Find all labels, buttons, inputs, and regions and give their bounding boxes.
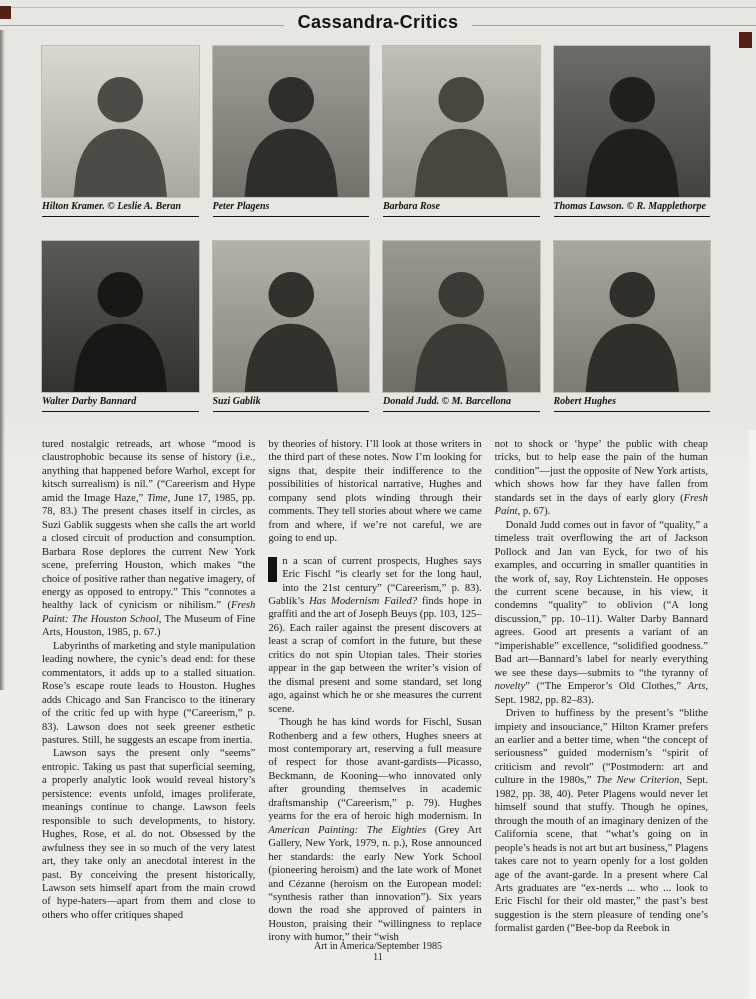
page-number: 11	[373, 952, 383, 963]
italic-title-text: Fresh Paint: The Houston School	[42, 600, 256, 625]
body-paragraph	[42, 438, 255, 640]
portrait-peter-plagens	[213, 46, 370, 217]
title-bar	[0, 0, 756, 40]
body-text: , p. 67).	[517, 506, 551, 518]
article-text	[42, 438, 708, 945]
photo-caption: Barbara Rose	[383, 201, 540, 217]
text-column-2	[268, 438, 481, 945]
body-text: tured nostalgic retreads, art whose “mood is claustrophobic because its sense of history (i.e., anything that happened before Warhol, except for kitsch surrealism) is nil.” (“Careerism and Hype amid the Image Haze,”	[42, 439, 256, 504]
body-text: (Grey Art Gallery, New York, 1979, n. p.), Rose announced her standards: the early New York School (pioneering heroism) and the late work of Monet and Cézanne (heroism on the European model: “synthesis rather than innovation”). Six years down the road she approved of painters in Houston, praising their “willingness to replace irony with humor,” their “wish	[268, 824, 482, 944]
portrait-photo	[213, 241, 370, 392]
photo-caption: Peter Plagens	[213, 201, 370, 217]
person-silhouette-icon	[42, 253, 199, 392]
dropcap-letter-i	[268, 557, 277, 582]
page-title: Cassandra-Critics	[284, 12, 473, 33]
portrait-walter-darby-bannard	[42, 241, 199, 412]
body-text: , Sept. 1982, pp. 38, 40). Peter Plagens would never let himself sound that stuffy. Though he opines, through the mouth of an imaginary denizen of the California scene, that “what’s going on in people’s heads is not art but art business,” Plagens takes care not to yearn openly for a lost golden age of the avant-garde. In a present where Cal Arts graduates are “ex-nerds ... who ... look to Eric Fischl for their old master,” the past’s best suggestion is the stern pleasure of tending one’s formalist garden (“Bee-bop da Reebok in	[494, 775, 708, 935]
portrait-suzi-gablik	[213, 241, 370, 412]
body-paragraph	[268, 555, 481, 716]
body-text: , Sept. 1982, pp. 82–83).	[494, 681, 708, 706]
italic-title-text: novelty	[494, 681, 526, 693]
body-paragraph	[495, 707, 708, 936]
photo-caption: Robert Hughes	[554, 396, 711, 412]
portrait-photo	[213, 46, 370, 197]
person-silhouette-icon	[383, 253, 540, 392]
italic-title-text: The New Criterion	[596, 775, 680, 787]
body-text: ” (“The Emperor’s Old Clothes,”	[525, 681, 688, 693]
portrait-photo	[383, 46, 540, 197]
italic-title-text: Has Modernism Failed?	[309, 595, 418, 607]
person-silhouette-icon	[213, 58, 370, 197]
person-silhouette-icon	[213, 253, 370, 392]
portrait-barbara-rose	[383, 46, 540, 217]
body-text: , June 17, 1985, pp. 78, 83.) The present chases itself in circles, as Suzi Gablik suggests when she calls the art world a closed circuit of production and consumption. Barbara Rose deplores the current New York scene, preferring Houston, which makes “the choice of positive rather than negative imagery, of energy as opposed to entropy.” This “connotes a healthy lack of cynicism or nihilism.” (	[42, 492, 256, 612]
page-edge-shadow	[0, 30, 5, 690]
body-text: n a scan of current prospects, Hughes says Eric Fischl “is clearly set for the long haul, into the 21st century” (“Careerism,” p. 83). Gablik’s	[268, 555, 482, 607]
text-column-1	[42, 438, 255, 945]
journal-issue-line: Art in America/September 1985	[313, 941, 443, 952]
body-text: Though he has kind words for Fischl, Susan Rothenberg and a few others, Hughes sneers at most contemporary art, reserving a full measure of respect for those avant-gardists—Picasso, Beckmann, de Kooning—who innovated only after grounding themselves in academic draftsmanship (“Careerism,” p. 79). Hughes yearns for the era of heroic high modernism. In	[268, 717, 482, 823]
photo-caption: Donald Judd. © M. Barcellona	[383, 396, 540, 412]
italic-title-text: Fresh Paint	[494, 492, 708, 518]
print-registration-mark-right	[739, 32, 752, 48]
italic-title-text: Time	[147, 492, 168, 504]
italic-title-text: Arts	[687, 681, 706, 693]
body-text: Lawson says the present only “seems” entropic. Taking us past that superficial seeming, a properly analytic look would reveal history’s persistence: events unfold, images proliferate, meanings continue to change. Lawson feels responsible to such developments, to history. Hughes, Rose, et al. do not. Obsessed by the awfulness they see in so much of the very latest art, they take only an anecdotal interest in the past. By conceiving the present historically, Lawson sets himself apart from the main crowd of hype-haters—apart from them and close to others who offer critiques shaped	[42, 748, 256, 921]
body-paragraph	[42, 747, 255, 922]
text-column-3	[495, 438, 708, 945]
portrait-photo	[554, 46, 711, 197]
italic-title-text: American Painting: The Eighties	[268, 824, 427, 836]
page-edge-highlight	[749, 430, 756, 999]
print-registration-mark-top-left	[0, 6, 11, 19]
portrait-photo	[554, 241, 711, 392]
body-paragraph	[42, 640, 255, 748]
body-text: finds hope in graffiti and the art of Joseph Beuys (pp. 103, 125–26). Each railer against the present discovers at least a scrap of comfort in the future, but these critics do not spin Utopian tales. Their stories appear in the gap between the writer’s vision of the dismal present and some standard, set long ago, against which he or she measures the current scene.	[268, 595, 482, 715]
body-text: not to shock or ‘hype’ the public with cheap tricks, but to help ease the pain of the human condition”—just the opposite of New York artists, which shows how far they have fallen from standards set in the days of early glory (	[494, 439, 708, 504]
body-paragraph	[268, 716, 481, 945]
portrait-thomas-lawson	[554, 46, 711, 217]
portrait-photo	[42, 46, 199, 197]
portrait-robert-hughes	[554, 241, 711, 412]
page-footer	[0, 941, 756, 963]
body-paragraph	[268, 438, 481, 546]
photo-caption: Thomas Lawson. © R. Mapplethorpe	[554, 201, 711, 217]
body-paragraph	[495, 519, 708, 707]
portrait-donald-judd	[383, 241, 540, 412]
portrait-photo	[42, 241, 199, 392]
portrait-grid	[42, 46, 710, 412]
photo-caption: Suzi Gablik	[213, 396, 370, 412]
person-silhouette-icon	[554, 253, 711, 392]
body-text: Labyrinths of marketing and style manipulation leading nowhere, the cynic’s dead end: for these commentators, it adds up to a stalled situation. Rose’s escape route leads to Houston. Hughes adds Chicago and San Francisco to the itinerary of the critic fed up with hype (“Careerism,” p. 83). Lawson does not seek greener esthetic pastures. Still, he suggests an escape from inertia.	[42, 640, 256, 746]
body-text: by theories of history. I’ll look at those writers in the third part of these notes. Now I’m looking for signs that, despite their indifference to the possibilities of historical narrative, Hughes and company send plots winding through their comments. They tell stories about where we came from and where, if we’re not careful, we are going to end up.	[268, 439, 482, 545]
person-silhouette-icon	[383, 58, 540, 197]
person-silhouette-icon	[42, 58, 199, 197]
portrait-hilton-kramer	[42, 46, 199, 217]
person-silhouette-icon	[554, 58, 711, 197]
portrait-photo	[383, 241, 540, 392]
photo-caption: Hilton Kramer. © Leslie A. Beran	[42, 201, 199, 217]
body-text: , The Museum of Fine Arts, Houston, 1985, p. 67.)	[42, 613, 256, 639]
body-text: Donald Judd comes out in favor of “quality,” a timeless trait overflowing the art of Jackson Pollock and Jan van Eyck, for two of his examples, and occurring in smaller quantities in the work of, say, Roy Lichtenstein. He opposes the current scene because, in his view, it condemns “quality” to oblivion (“A long discussion,” pp. 10–11). Walter Darby Bannard agrees. Good art presents a variant of an “imperishable” excellence, “solidified goodness.” Bad art—Bannard’s label for nearly everything we see these days—submits to “the tyranny of	[494, 519, 708, 679]
body-paragraph	[495, 438, 708, 519]
photo-caption: Walter Darby Bannard	[42, 396, 199, 412]
body-text: Driven to huffiness by the present’s “blithe impiety and insouciance,” Hilton Kramer prefers an earlier and a better time, when “the concept of seriousness” guided modernism’s “spirit of criticism and revolt” (“Postmodern: art and culture in the 1980s,”	[494, 708, 708, 787]
